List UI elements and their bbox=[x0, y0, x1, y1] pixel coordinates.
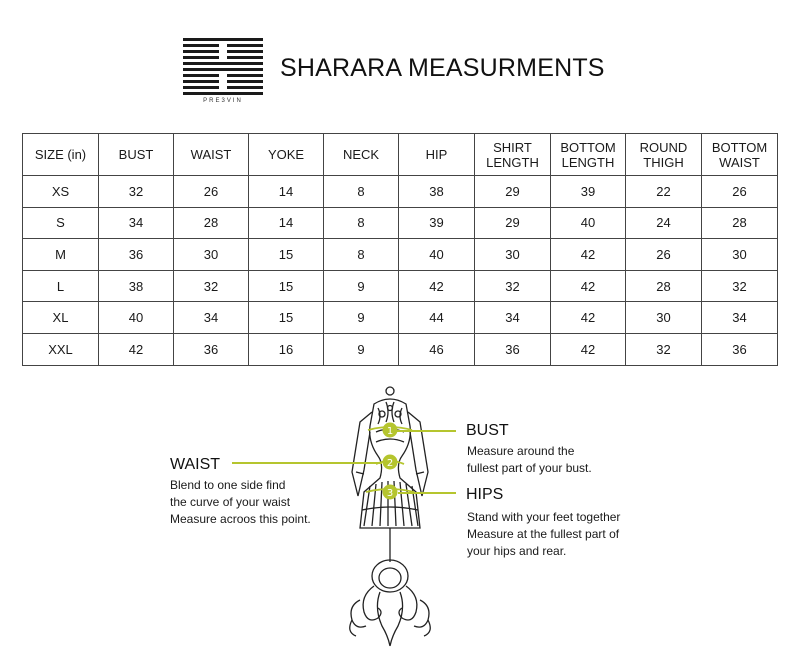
measurement-cell: 36 bbox=[702, 333, 778, 365]
page-title: SHARARA MEASURMENTS bbox=[280, 54, 605, 82]
measurement-cell: 30 bbox=[475, 239, 551, 271]
hips-marker bbox=[383, 485, 397, 499]
measurement-cell: 42 bbox=[551, 302, 626, 334]
col-header-neck: NECK bbox=[324, 134, 399, 176]
col-header-round-thigh: ROUND THIGH bbox=[626, 134, 702, 176]
waist-description: Blend to one side find the curve of your waist Measure acroos this point. bbox=[170, 478, 311, 526]
waist-marker bbox=[383, 455, 397, 469]
measurement-cell: 15 bbox=[249, 270, 324, 302]
measurement-cell: 42 bbox=[99, 333, 174, 365]
measurement-cell: 15 bbox=[249, 239, 324, 271]
table-row bbox=[23, 176, 778, 208]
measurement-cell: 14 bbox=[249, 176, 324, 208]
measurement-cell: 34 bbox=[702, 302, 778, 334]
hips-leader-line bbox=[398, 492, 456, 494]
measurement-cell: 34 bbox=[174, 302, 249, 334]
measurement-cell: 34 bbox=[99, 207, 174, 239]
col-header-bottom-length: BOTTOM LENGTH bbox=[551, 134, 626, 176]
measurement-cell: 32 bbox=[99, 176, 174, 208]
bust-description: Measure around the fullest part of your bust. bbox=[467, 444, 592, 475]
waist-leader-line bbox=[232, 462, 382, 464]
measurement-cell: 8 bbox=[324, 207, 399, 239]
dress-form-illustration bbox=[330, 386, 450, 648]
measurement-cell: 36 bbox=[99, 239, 174, 271]
size-cell: XXL bbox=[23, 333, 99, 365]
size-chart-table bbox=[22, 133, 778, 366]
measurement-cell: 8 bbox=[324, 176, 399, 208]
size-cell: XL bbox=[23, 302, 99, 334]
measurement-cell: 8 bbox=[324, 239, 399, 271]
measurement-cell: 16 bbox=[249, 333, 324, 365]
size-cell: L bbox=[23, 270, 99, 302]
hips-label: HIPS bbox=[466, 486, 504, 503]
measurement-cell: 39 bbox=[551, 176, 626, 208]
measurement-cell: 39 bbox=[399, 207, 475, 239]
measurement-cell: 26 bbox=[702, 176, 778, 208]
measurement-cell: 29 bbox=[475, 176, 551, 208]
measurement-cell: 28 bbox=[174, 207, 249, 239]
measurement-cell: 42 bbox=[399, 270, 475, 302]
bust-label: BUST bbox=[466, 422, 509, 439]
col-header-yoke: YOKE bbox=[249, 134, 324, 176]
measurement-cell: 26 bbox=[626, 239, 702, 271]
measurement-cell: 32 bbox=[174, 270, 249, 302]
size-cell: XS bbox=[23, 176, 99, 208]
measurement-cell: 36 bbox=[475, 333, 551, 365]
measurement-cell: 15 bbox=[249, 302, 324, 334]
measurement-cell: 9 bbox=[324, 270, 399, 302]
measurement-cell: 14 bbox=[249, 207, 324, 239]
measurement-cell: 28 bbox=[626, 270, 702, 302]
measurement-cell: 40 bbox=[551, 207, 626, 239]
measurement-cell: 42 bbox=[551, 270, 626, 302]
svg-text:2: 2 bbox=[386, 458, 394, 469]
table-row bbox=[23, 207, 778, 239]
measurement-cell: 28 bbox=[702, 207, 778, 239]
measurement-cell: 40 bbox=[399, 239, 475, 271]
measurement-cell: 38 bbox=[99, 270, 174, 302]
measurement-cell: 22 bbox=[626, 176, 702, 208]
measurement-cell: 46 bbox=[399, 333, 475, 365]
measurement-cell: 26 bbox=[174, 176, 249, 208]
measurement-cell: 30 bbox=[702, 239, 778, 271]
svg-text:3: 3 bbox=[386, 488, 394, 499]
brand-name: PRE3VIN bbox=[203, 98, 243, 104]
measurement-cell: 30 bbox=[626, 302, 702, 334]
measurement-cell: 32 bbox=[702, 270, 778, 302]
measurement-cell: 32 bbox=[626, 333, 702, 365]
bust-marker bbox=[383, 423, 397, 437]
col-header-bust: BUST bbox=[99, 134, 174, 176]
col-header-waist: WAIST bbox=[174, 134, 249, 176]
table-row bbox=[23, 239, 778, 271]
measurement-cell: 42 bbox=[551, 333, 626, 365]
table-row bbox=[23, 302, 778, 334]
table-header-row bbox=[23, 134, 778, 176]
size-cell: M bbox=[23, 239, 99, 271]
measurement-cell: 29 bbox=[475, 207, 551, 239]
measurement-cell: 9 bbox=[324, 302, 399, 334]
measurement-cell: 30 bbox=[174, 239, 249, 271]
measurement-cell: 36 bbox=[174, 333, 249, 365]
col-header-size: SIZE (in) bbox=[23, 134, 99, 176]
measurement-cell: 9 bbox=[324, 333, 399, 365]
size-cell: S bbox=[23, 207, 99, 239]
col-header-hip: HIP bbox=[399, 134, 475, 176]
svg-text:1: 1 bbox=[386, 426, 394, 437]
waist-label: WAIST bbox=[170, 456, 221, 473]
measurement-cell: 38 bbox=[399, 176, 475, 208]
measurement-cell: 32 bbox=[475, 270, 551, 302]
table-row bbox=[23, 333, 778, 365]
col-header-bottom-waist: BOTTOM WAIST bbox=[702, 134, 778, 176]
bust-leader-line bbox=[396, 430, 456, 432]
measurement-cell: 42 bbox=[551, 239, 626, 271]
measurement-cell: 40 bbox=[99, 302, 174, 334]
measurement-cell: 34 bbox=[475, 302, 551, 334]
measurement-cell: 44 bbox=[399, 302, 475, 334]
table-row bbox=[23, 270, 778, 302]
brand-logo bbox=[183, 38, 263, 100]
col-header-shirt-length: SHIRT LENGTH bbox=[475, 134, 551, 176]
measurement-cell: 24 bbox=[626, 207, 702, 239]
hips-description: Stand with your feet together Measure at the fullest part of your hips and rear. bbox=[467, 510, 621, 558]
